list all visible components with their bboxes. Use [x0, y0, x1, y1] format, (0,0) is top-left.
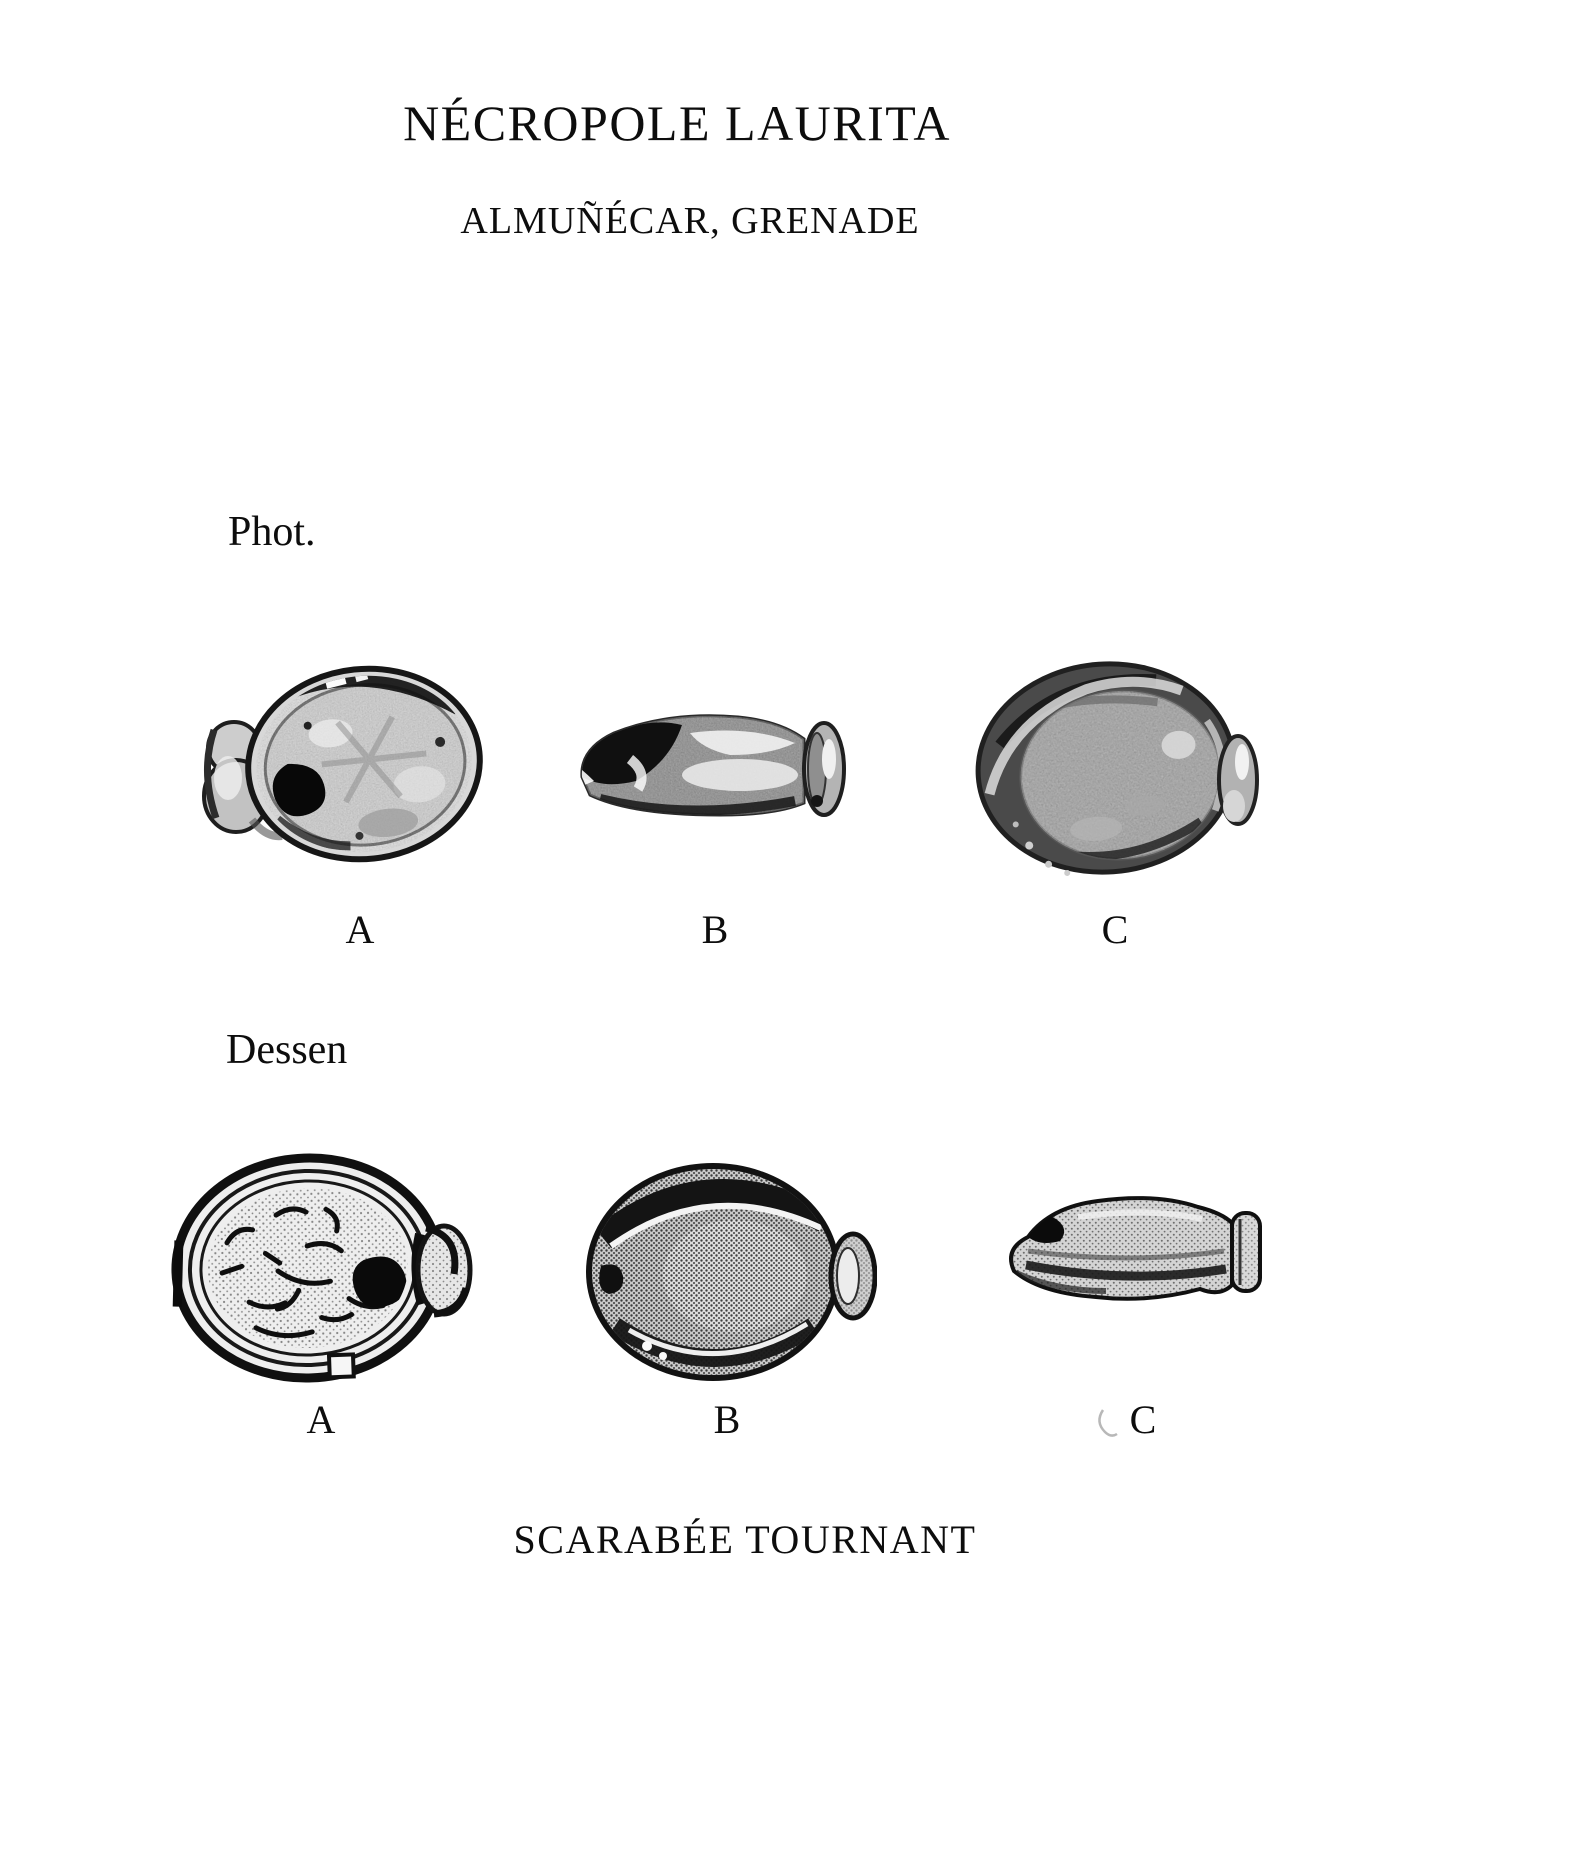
drawing-section-label: Dessen: [226, 1027, 348, 1073]
photo-figure-label-a: A: [345, 907, 375, 952]
photo-a-seal-base: [222, 660, 484, 872]
drawing-figure-label-c: C: [1129, 1397, 1157, 1442]
photo-figure-a: [192, 660, 484, 872]
drawing-figure-label-a: A: [306, 1397, 336, 1442]
plate-subtitle: ALMUÑÉCAR, GRENADE: [460, 200, 920, 242]
plate-caption: SCARABÉE TOURNANT: [513, 1517, 977, 1562]
drawing-a-swivel-knob: [416, 1226, 470, 1314]
photo-c-seal-back: [972, 658, 1249, 882]
plate-title: NÉCROPOLE LAURITA: [403, 95, 951, 151]
photo-section-label: Phot.: [228, 509, 316, 555]
stray-pencil-mark: [1093, 1406, 1123, 1440]
drawing-figure-label-b: B: [713, 1397, 741, 1442]
photo-c-swivel-knob: [1219, 736, 1257, 824]
photo-figure-label-c: C: [1101, 907, 1129, 952]
drawing-figure-b: [585, 1154, 877, 1392]
drawing-a-seal-base: [172, 1153, 444, 1382]
drawing-c-swivel-knob: [1232, 1213, 1260, 1291]
drawing-figure-a: [158, 1150, 476, 1390]
photo-figure-b: [570, 703, 855, 838]
photo-figure-label-b: B: [701, 907, 729, 952]
drawing-b-swivel-knob: [831, 1234, 875, 1318]
drawing-c-seal-profile: [998, 1185, 1270, 1323]
photo-b-swivel-knob: [804, 723, 844, 815]
photo-figure-c: [972, 658, 1260, 883]
drawing-figure-c: [998, 1185, 1270, 1323]
